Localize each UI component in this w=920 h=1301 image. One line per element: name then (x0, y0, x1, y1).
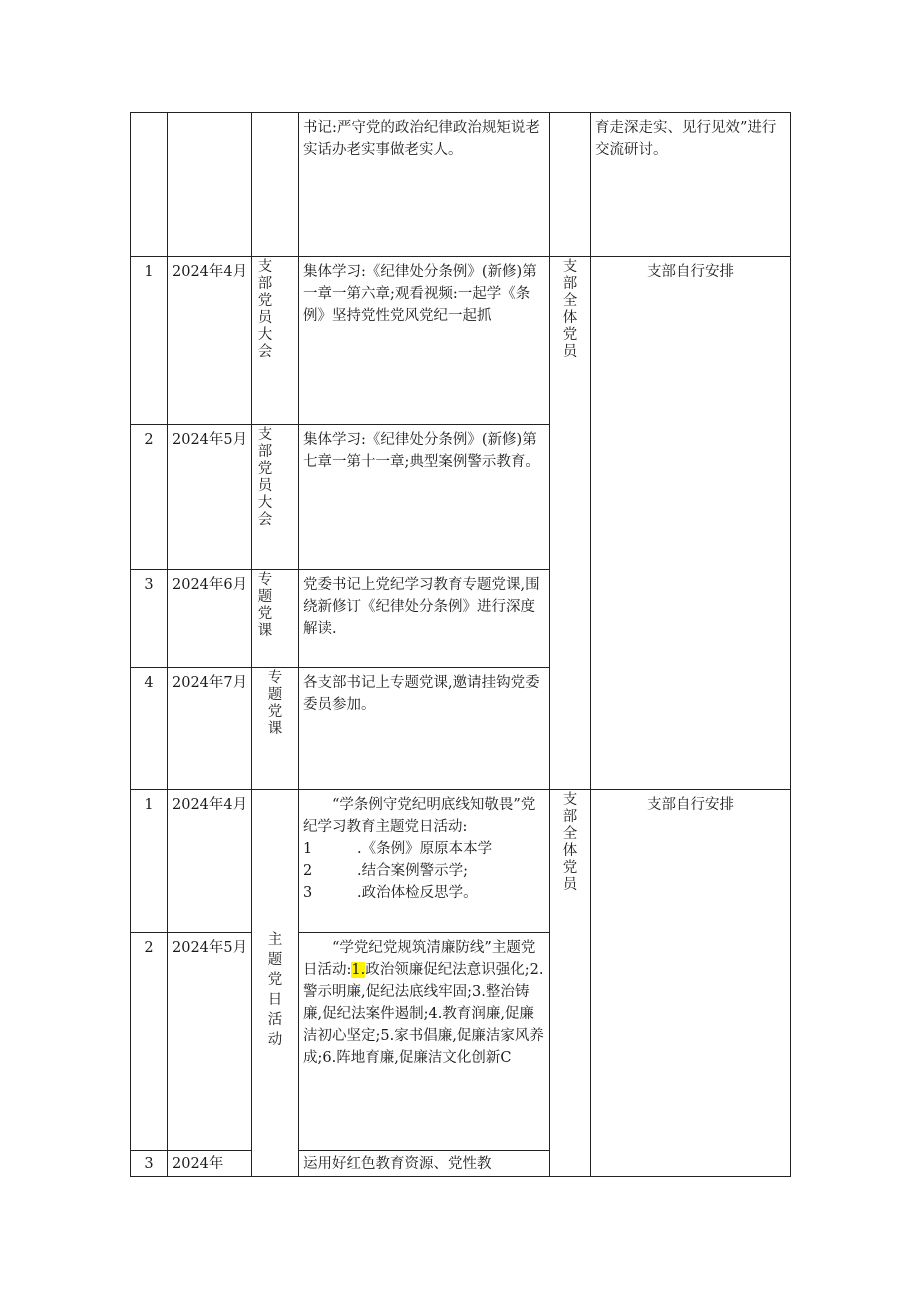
list-item: 2 .结合案例警示学; (303, 863, 468, 879)
s1-row3-date: 2024年6月 (172, 577, 248, 593)
s2-row1-date: 2024年4月 (172, 797, 248, 813)
s2-row2-num: 2 (144, 940, 154, 956)
list-item: 1 .《条例》原原本本学 (303, 841, 493, 857)
hline (130, 1176, 791, 1177)
s1-row3-num: 3 (144, 577, 154, 593)
top-note-cell (591, 113, 790, 161)
s1-row1-form: 支 部 党 员 大 会 (257, 259, 273, 360)
s2-row3-date: 2024年 (172, 1156, 224, 1172)
s1-row4-date: 2024年7月 (172, 675, 248, 691)
s1-row1-date: 2024年4月 (172, 264, 248, 280)
s2-row1-num: 1 (144, 797, 154, 813)
s2-row2-content: “学党纪党规筑清廉防线”主题党日活动:1.政治领廉促纪法意识强化;2.警示明廉,促纪法底线牢固;3.整治铸廉,促纪法案件遏制;4.教育润廉,促廉洁初心坚定;5.家书倡廉,促廉洁家风养成;6.阵地育廉,促廉洁文化创新C (303, 940, 544, 1066)
s1-participant: 支 部 全 体 党 员 (562, 259, 578, 360)
s2-row1-content: “学条例守党纪明底线知敬畏”党纪学习教育主题党日活动: 1 .《条例》原原本本学 2 .结合案例警示学; 3 .政治体检反思学。 (299, 790, 549, 904)
s2-participant: 支 部 全 体 党 员 (562, 792, 578, 893)
top-content-cell (299, 113, 549, 161)
highlighted-text: 1. (351, 962, 366, 978)
s1-row4-num: 4 (144, 675, 154, 691)
s1-row2-num: 2 (144, 432, 154, 448)
s2-note: 支部自行安排 (647, 797, 734, 813)
list-item: 3 .政治体检反思学。 (303, 885, 478, 901)
s1-row1-num: 1 (144, 264, 154, 280)
s2-row3-content: 运用好红色教育资源、党性教 (303, 1156, 492, 1172)
s1-row2-date: 2024年5月 (172, 432, 248, 448)
s1-row3-content: 党委书记上党纪学习教育专题党课,围绕新修订《纪律处分条例》进行深度解读. (303, 577, 540, 637)
s2-row3-num: 3 (144, 1156, 154, 1172)
s1-row3-form: 专 题 党 课 (257, 572, 273, 639)
s1-note: 支部自行安排 (647, 264, 734, 280)
s1-row2-form: 支 部 党 员 大 会 (257, 427, 273, 528)
vline (790, 112, 791, 1177)
s2-row2-date: 2024年5月 (172, 940, 248, 956)
s1-row1-content: 集体学习:《纪律处分条例》(新修)第一章一第六章;观看视频:一起学《条例》坚持党性党风党纪一起抓 (303, 264, 537, 324)
s1-row4-form: 专 题 党 课 (267, 670, 283, 737)
top-content: 书记:严守党的政治纪律政治规矩说老实话办老实事做老实人。 (303, 120, 540, 158)
s2-form: 主 题 党 日 活 动 (267, 932, 283, 1048)
top-note: 育走深走实、见行见效”进行交流研讨。 (595, 120, 777, 158)
s1-row4-content: 各支部书记上专题党课,邀请挂钩党委委员参加。 (303, 675, 540, 713)
s1-row2-content: 集体学习:《纪律处分条例》(新修)第七章一第十一章;典型案例警示教育。 (303, 432, 540, 470)
